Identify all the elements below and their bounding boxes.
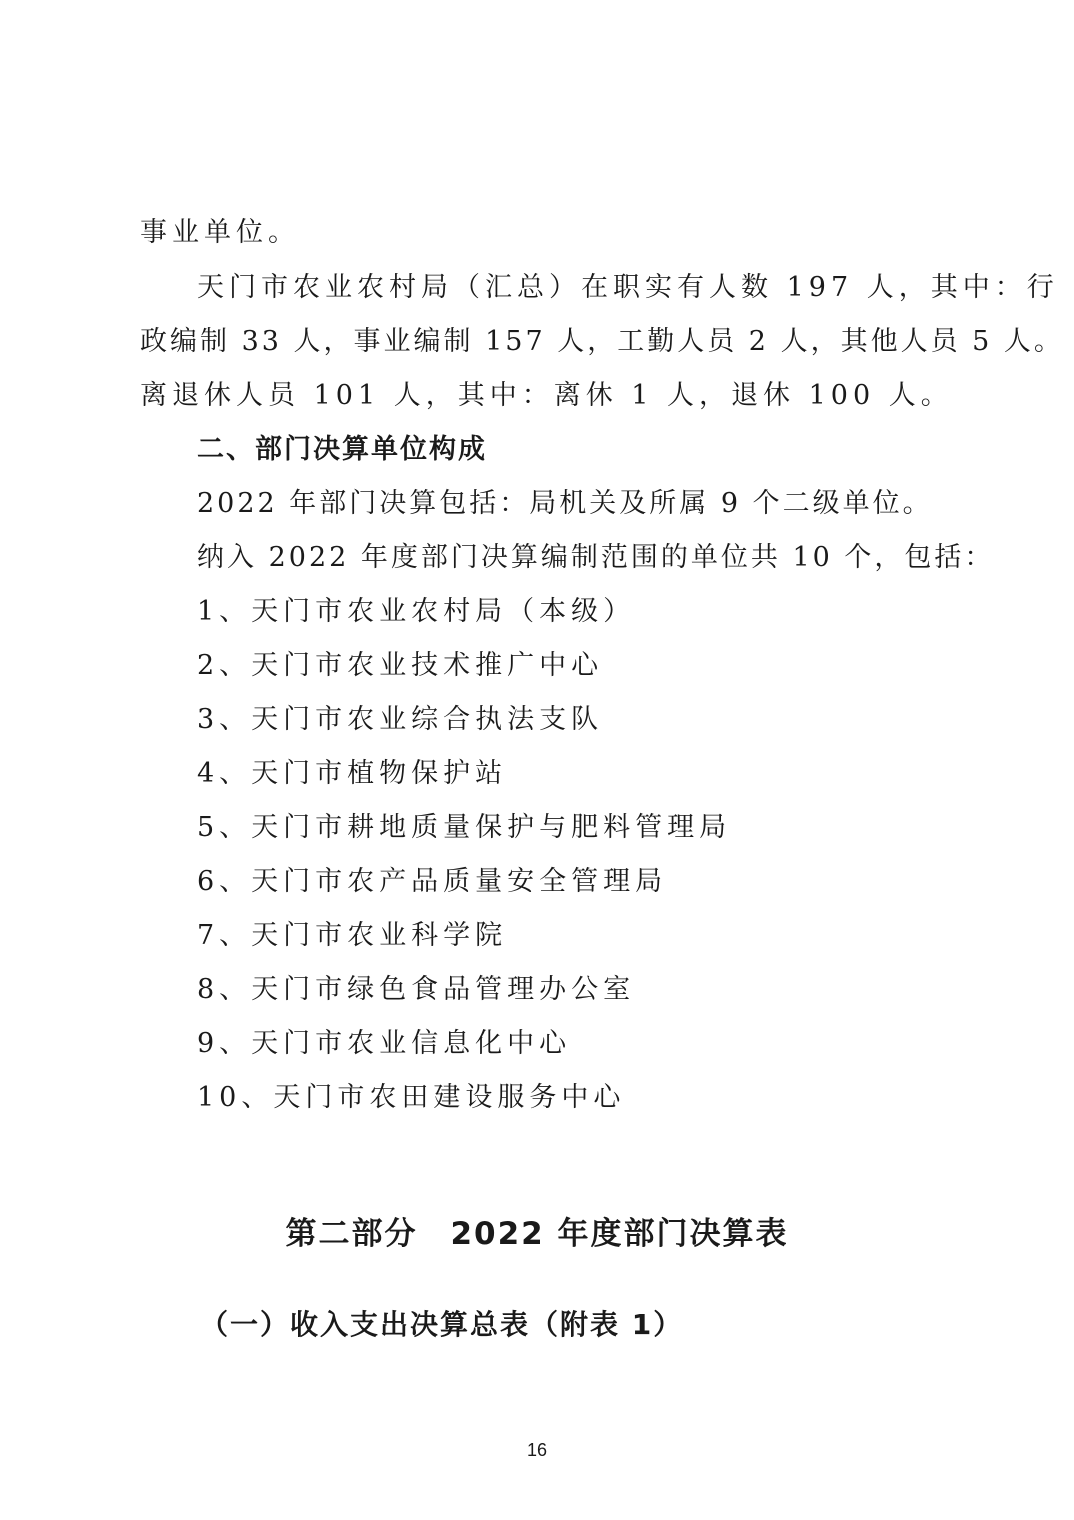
paragraph-continuation: 事业单位。	[140, 217, 300, 248]
list-item: 2、天门市农业技术推广中心	[197, 650, 604, 681]
page-number: 16	[526, 1440, 548, 1460]
section-heading: 二、部门决算单位构成	[197, 434, 487, 465]
list-item: 10、天门市农田建设服务中心	[197, 1082, 626, 1113]
staff-paragraph-line-2: 政编制 33 人，事业编制 157 人，工勤人员 2 人，其他人员 5 人。	[140, 326, 1064, 357]
part-title: 第二部分 2022 年度部门决算表	[285, 1216, 789, 1252]
staff-paragraph-line-3: 离退休人员 101 人，其中：离休 1 人，退休 100 人。	[140, 380, 953, 411]
list-item: 5、天门市耕地质量保护与肥料管理局	[197, 812, 732, 843]
staff-paragraph-line-1: 天门市农业农村局（汇总）在职实有人数 197 人，其中：行	[197, 272, 1059, 303]
list-item: 7、天门市农业科学院	[197, 920, 508, 951]
list-item: 6、天门市农产品质量安全管理局	[197, 866, 668, 897]
list-item: 1、天门市农业农村局（本级）	[197, 596, 636, 627]
list-item: 9、天门市农业信息化中心	[197, 1028, 572, 1059]
list-item: 3、天门市农业综合执法支队	[197, 704, 604, 735]
composition-line-1: 2022 年部门决算包括：局机关及所属 9 个二级单位。	[197, 488, 933, 519]
list-item: 4、天门市植物保护站	[197, 758, 508, 789]
composition-line-2: 纳入 2022 年度部门决算编制范围的单位共 10 个，包括：	[197, 542, 995, 573]
table-heading: （一）收入支出决算总表（附表 1）	[200, 1308, 684, 1341]
list-item: 8、天门市绿色食品管理办公室	[197, 974, 636, 1005]
